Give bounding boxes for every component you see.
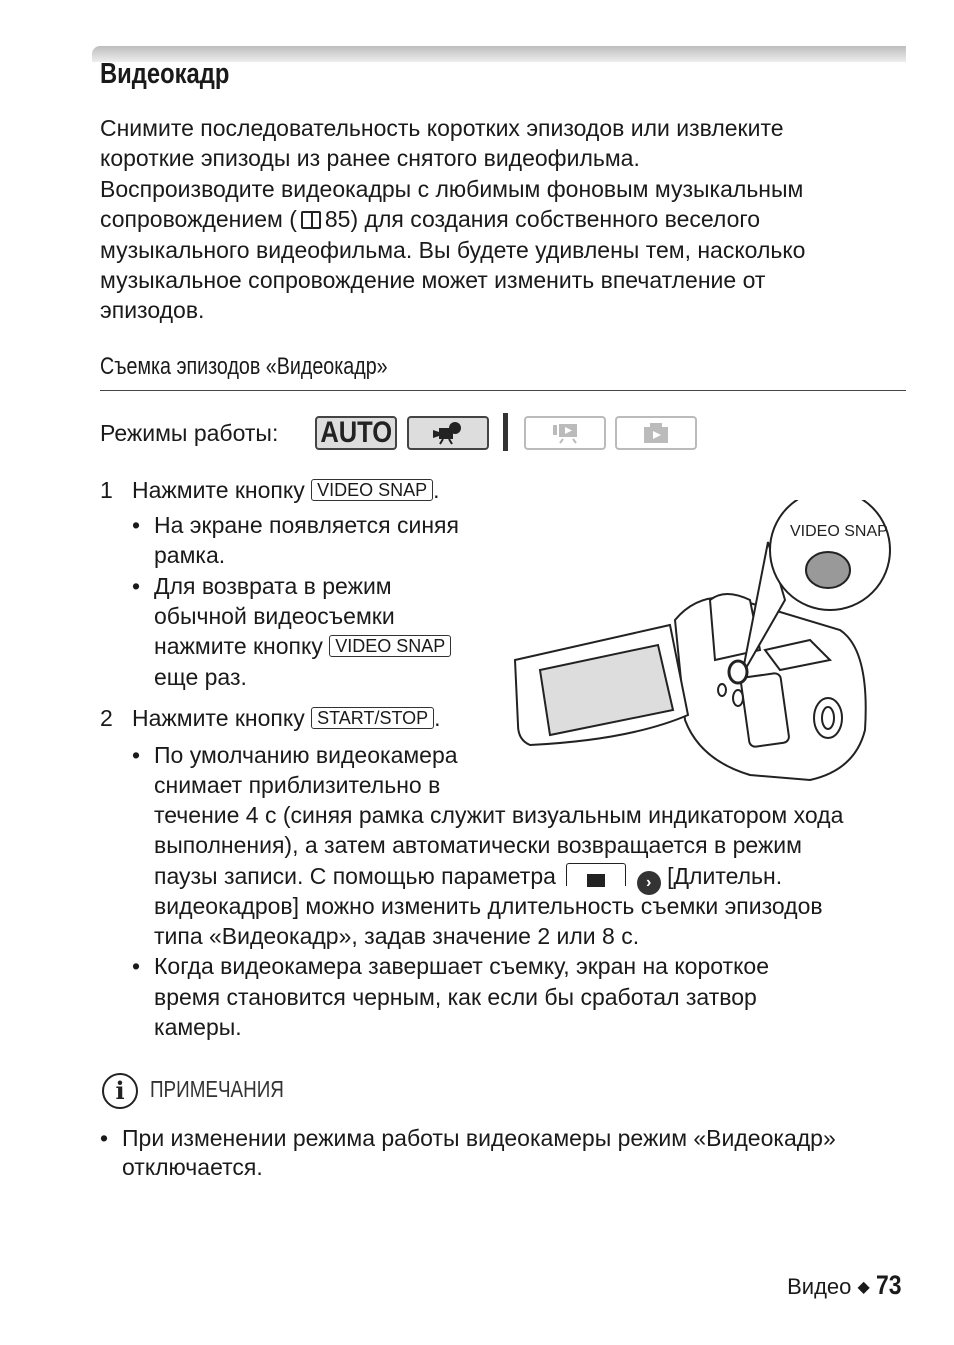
menu-icon: [566, 863, 626, 886]
intro-line: музыкальное сопровождение может изменить впечатление от: [100, 267, 766, 293]
bullet-text: камеры.: [154, 1014, 242, 1040]
step-1: 1 Нажмите кнопку VIDEO SNAP .: [100, 477, 440, 503]
bullet-text: обычной видеосъемки: [154, 603, 395, 629]
step-2: 2 Нажмите кнопку START/STOP .: [100, 705, 441, 731]
diamond-icon: ◆: [857, 1279, 870, 1296]
intro-line: эпизодов.: [100, 297, 205, 323]
mode-separator: [503, 413, 508, 451]
page-title: Видеокадр: [100, 58, 230, 90]
bullet-text: снимает приблизительно в: [154, 772, 441, 798]
note-text: При изменении режима работы видеокамеры режим «Видеокадр»: [122, 1125, 836, 1151]
arrow-icon: ›: [637, 871, 661, 895]
video-snap-key: VIDEO SNAP: [329, 635, 451, 657]
video-snap-label: VIDEO SNAP: [790, 523, 888, 540]
info-icon: i: [102, 1073, 138, 1109]
book-icon: [301, 211, 321, 229]
page-number: 73: [875, 1270, 902, 1300]
bullet: •: [132, 953, 141, 979]
bullet-text: типа «Видеокадр», задав значение 2 или 8 с.: [154, 923, 640, 949]
divider: [100, 390, 906, 391]
bullet-text: По умолчанию видеокамера: [154, 742, 458, 768]
bullet: •: [132, 512, 141, 538]
bullet-text: паузы записи. С помощью параметра › [Длительн.: [154, 861, 782, 895]
camera-mode-icon: [407, 416, 489, 450]
note-text: отключается.: [122, 1154, 263, 1180]
intro-line: Снимите последовательность коротких эпизодов или извлеките: [100, 115, 784, 141]
bullet-text: еще раз.: [154, 664, 247, 690]
bullet: •: [132, 742, 141, 768]
camcorder-illustration: [510, 500, 900, 790]
bullet-text: Когда видеокамера завершает съемку, экран на короткое: [154, 953, 769, 979]
bullet-text: течение 4 с (синяя рамка служит визуальным индикатором хода: [154, 802, 844, 828]
start-stop-key: START/STOP: [311, 707, 434, 729]
bullet-text: время становится черным, как если бы сработал затвор: [154, 984, 757, 1010]
playback-photo-mode-icon: [615, 416, 697, 450]
bullet: •: [132, 573, 141, 599]
intro-line: Воспроизводите видеокадры с любимым фоновым музыкальным: [100, 176, 804, 202]
intro-line: сопровождением ( 85) для создания собственного веселого: [100, 206, 761, 232]
video-snap-key: VIDEO SNAP: [311, 479, 433, 501]
auto-mode-icon: AUTO: [315, 416, 397, 450]
notes-heading: ПРИМЕЧАНИЯ: [150, 1076, 284, 1102]
modes-label: Режимы работы:: [100, 420, 279, 446]
bullet-text: Для возврата в режим: [154, 573, 392, 599]
playback-movie-mode-icon: [524, 416, 606, 450]
bullet-text: видеокадров] можно изменить длительность съемки эпизодов: [154, 893, 823, 919]
bullet-text: выполнения), а затем автоматически возвращается в режим: [154, 832, 802, 858]
intro-line: музыкального видеофильма. Вы будете удивлены тем, насколько: [100, 237, 806, 263]
bullet-text: рамка.: [154, 542, 226, 568]
page-footer: Видео ◆ 73: [787, 1270, 902, 1300]
bullet: •: [100, 1125, 109, 1151]
bullet-text: нажмите кнопку VIDEO SNAP: [154, 631, 451, 661]
bullet-text: На экране появляется синяя: [154, 512, 459, 538]
intro-line: короткие эпизоды из ранее снятого видеофильма.: [100, 145, 640, 171]
subheading: Съемка эпизодов «Видеокадр»: [100, 353, 388, 380]
